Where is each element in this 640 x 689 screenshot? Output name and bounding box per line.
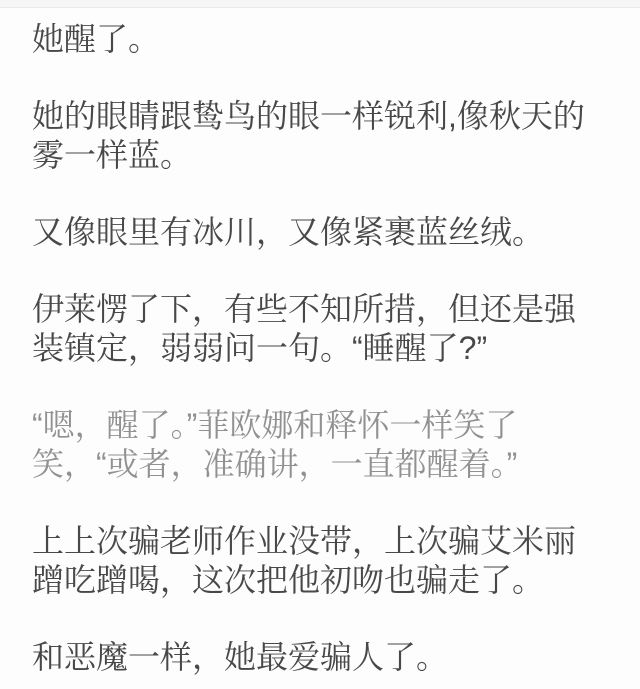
text-line: 笑，“或者，准确讲，一直都醒着。” (32, 446, 518, 482)
text-line: 装镇定，弱弱问一句。“睡醒了?” (32, 330, 488, 366)
paragraph (32, 213, 608, 252)
text-line: 她醒了。 (32, 21, 161, 57)
paragraph (32, 406, 608, 484)
paragraph (32, 20, 608, 59)
text-line: “嗯，醒了。”菲欧娜和释怀一样笑了 (32, 407, 518, 443)
text-line: 蹭吃蹭喝，这次把他初吻也骗走了。 (32, 562, 545, 598)
paragraph (32, 522, 608, 600)
text-line: 上上次骗老师作业没带，上次骗艾米丽 (32, 523, 577, 559)
paragraph (32, 97, 608, 175)
text-line: 雾一样蓝。 (32, 137, 193, 173)
reader-content (0, 8, 640, 677)
paragraph (32, 638, 608, 677)
text-line: 伊莱愣了下，有些不知所措，但还是强 (32, 291, 577, 327)
text-line: 她的眼睛跟鸷鸟的眼一样锐利,像秋天的 (32, 98, 585, 134)
top-edge-strip (0, 0, 640, 8)
text-line: 又像眼里有冰川，又像紧裹蓝丝绒。 (32, 214, 545, 250)
paragraph (32, 290, 608, 368)
text-line: 和恶魔一样，她最爱骗人了。 (32, 639, 449, 675)
